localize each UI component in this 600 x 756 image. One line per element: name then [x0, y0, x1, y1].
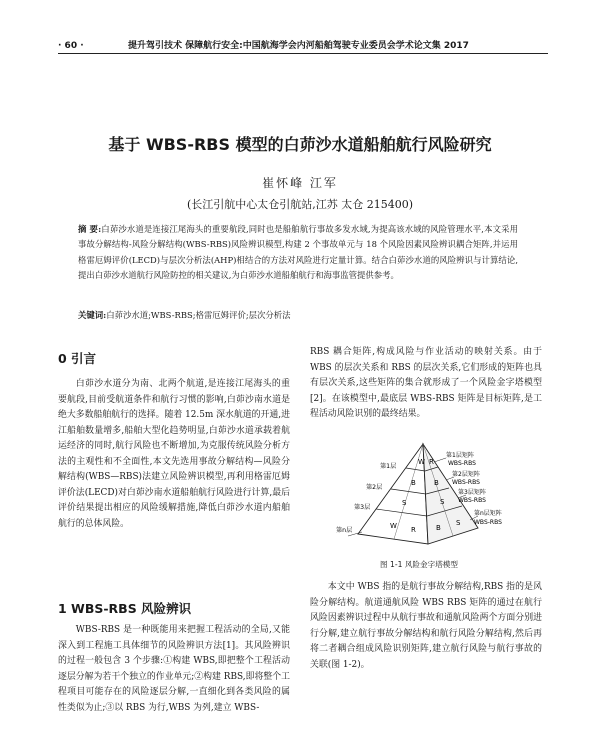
layer-label-left: 第3层	[354, 504, 371, 511]
keywords-text: 白茆沙水道;WBS-RBS;格雷厄姆评价;层次分析法	[106, 310, 291, 320]
face-letter: W	[390, 522, 397, 530]
layer-label-left: 第1层	[380, 463, 397, 470]
affiliation: (长江引航中心太仓引航站,江苏 太仓 215400)	[186, 198, 414, 211]
face-letter: B	[411, 479, 416, 487]
section-1-body	[58, 623, 290, 716]
right-body-bottom	[310, 580, 542, 673]
matrix-label: WBS-RBS	[474, 519, 502, 526]
keywords	[78, 309, 518, 321]
running-header	[58, 38, 548, 51]
matrix-label: WBS-RBS	[458, 497, 486, 504]
abstract	[78, 222, 518, 284]
face-letter: S	[402, 499, 407, 507]
face-letter: W	[418, 458, 425, 466]
paper-title: 基于 WBS-RBS 模型的白茆沙水道船舶航行风险研究	[108, 135, 492, 154]
layer-label-left: 第n层	[336, 527, 353, 534]
page-number: · 60 ·	[58, 41, 84, 51]
section-0-heading: 0 引言	[58, 351, 97, 366]
face-letter: B	[436, 524, 441, 532]
face-letter: R	[429, 458, 434, 466]
right-body-top	[310, 345, 542, 423]
right-paragraph-1: RBS 耦合矩阵,构成风险与作业活动的映射关系。由于 WBS 的层次关系和 RBS 的层次关系,它们形成的矩阵也具有层次关系,这些矩阵的集合就形成了一个风险金字塔模型[2]。在该模型中,最底层 WBS-RBS 矩阵是目标矩阵,是工程活动风险识别的最终结果。	[310, 347, 542, 419]
section-0-body	[58, 377, 290, 532]
face-letter: R	[411, 526, 416, 534]
matrix-label: WBS-RBS	[448, 460, 476, 467]
matrix-label: 第n层矩阵	[474, 510, 502, 517]
section-0-paragraph: 白茆沙水道分为南、北两个航道,是连接江尾海头的重要航段,目前受航道条件和航行习惯的影响,白茆沙南水道是绝大多数船舶航行的选择。随着 12.5m 深水航道的开通,进江船舶数量增多,船舶大型化趋势明显,白茆沙水道承载着航运经济的同时,航行风险也不断增加,为克服传统风险分析方法的主观性和不全面性,本文先选用事故分解结构—风险分解结构(WBS—RBS)法建立风险辨识模型,再利用格雷厄姆评价法(LECD)对白茆沙南水道船舶航行风险进行计算,最后评价结果提出相应的风险缓解措施,降低白茆沙水道内船舶航行的总体风险。	[58, 379, 290, 529]
figure-caption: 图 1-1 风险金字塔模型	[380, 560, 458, 569]
header-rule	[58, 53, 548, 54]
label-leader	[434, 458, 446, 462]
right-paragraph-2: 本文中 WBS 指的是航行事故分解结构,RBS 指的是风险分解结构。航道通航风险 WBS RBS 矩阵的通过在航行风险因素辨识过程中从航行事故和通航风险两个方面分别进行分解,建立航行事故分解结构和航行风险分解结构,然后再将二者耦合组成风险识别矩阵,建立航行风险与航行事故的关联(图 1-2)。	[310, 582, 542, 670]
face-letter: S	[440, 498, 445, 506]
section-1-heading: 1 WBS-RBS 风险辨识	[58, 601, 192, 616]
matrix-label: 第3层矩阵	[458, 489, 486, 496]
keywords-label: 关键词:	[78, 310, 107, 320]
section-1-paragraph: WBS-RBS 是一种既能用来把握工程活动的全局,又能深入到工程施工具体细节的风险辨识方法[1]。其风险辨识的过程一般包含 3 个步骤:①构建 WBS,即把整个工程活动逐层分解为若干个独立的作业单元;②构建 RBS,即将整个工程项目可能存在的风险逐层分解,一直细化到各类风险的属性类似为止;③以 RBS 为行,WBS 为列,建立 WBS-	[58, 625, 290, 713]
abstract-label: 摘 要:	[78, 224, 102, 234]
abstract-text: 白茆沙水道是连接江尾海头的重要航段,同时也是船舶航行事故多发水域,为提高该水域的风险管理水平,本文采用事故分解结构-风险分解结构(WBS-RBS)风险辨识模型,构建 2 个事故单元与 18 个风险因素风险辨识耦合矩阵,并运用格雷厄姆评价(LECD)与层次分析法(AHP)相结合的方法对风险进行定量计算。结合白茆沙水道的风险辨识与计算结论,提出白茆沙水道航行风险防控的相关建议,为白茆沙水道船舶航行和海事监管提供参考。	[78, 224, 519, 281]
risk-pyramid-figure	[328, 440, 538, 550]
face-letter: S	[456, 519, 461, 527]
matrix-label: 第2层矩阵	[452, 471, 480, 478]
face-letter: B	[434, 479, 439, 487]
matrix-label: WBS-RBS	[452, 479, 480, 486]
running-title: 提升驾引技术 保障航行安全:中国航海学会内河船舶驾驶专业委员会学术论文集 2017	[128, 41, 469, 51]
layer-label-left: 第2层	[366, 484, 383, 491]
authors: 崔怀峰 江军	[262, 176, 338, 190]
matrix-label: 第1层矩阵	[446, 452, 474, 459]
